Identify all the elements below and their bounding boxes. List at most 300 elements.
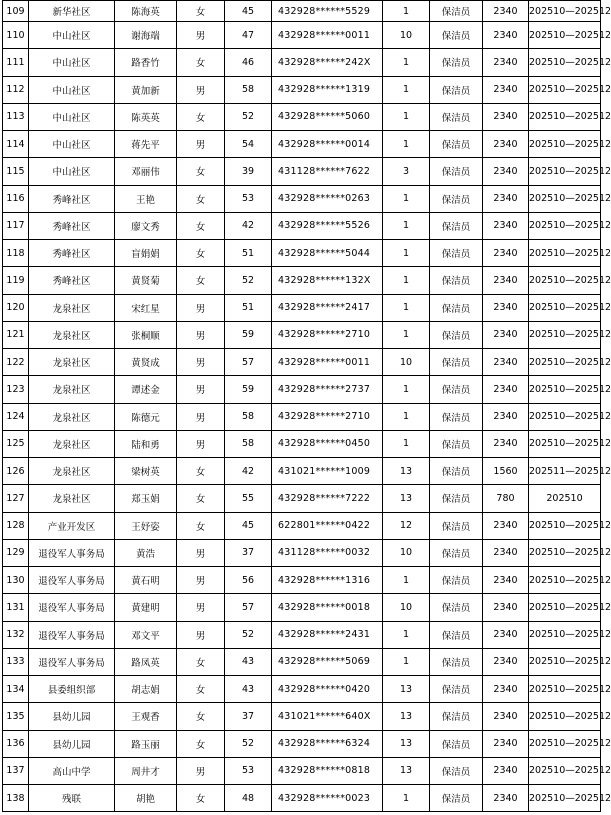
cell-row-number: 121: [3, 321, 29, 348]
cell-id-number: 432928******0420: [272, 676, 383, 703]
cell-position: 保洁员: [430, 676, 483, 703]
cell-name: 黄石明: [115, 567, 177, 594]
cell-unit: 龙泉社区: [29, 403, 115, 430]
cell-name: 王艳: [115, 185, 177, 212]
cell-age: 45: [225, 1, 272, 22]
cell-position: 保洁员: [430, 131, 483, 158]
cell-position: 保洁员: [430, 403, 483, 430]
cell-id-number: 432928******2431: [272, 621, 383, 648]
cell-category: 1: [383, 212, 430, 239]
cell-row-number: 119: [3, 267, 29, 294]
cell-unit: 中山社区: [29, 76, 115, 103]
table-row: [3, 349, 601, 376]
cell-gender: 女: [177, 485, 225, 512]
cell-gender: 女: [177, 103, 225, 130]
table-row: [3, 403, 601, 430]
cell-row-number: 131: [3, 594, 29, 621]
cell-period: 202510: [529, 485, 601, 512]
cell-row-number: 133: [3, 648, 29, 675]
cell-age: 37: [225, 539, 272, 566]
cell-name: 路玉丽: [115, 730, 177, 757]
cell-id-number: 432928******242X: [272, 49, 383, 76]
cell-name: 胡志娟: [115, 676, 177, 703]
cell-age: 58: [225, 76, 272, 103]
cell-period: 202510—202512: [529, 349, 601, 376]
cell-id-number: 432928******5529: [272, 1, 383, 22]
cell-category: 1: [383, 76, 430, 103]
table-row: [3, 267, 601, 294]
cell-period: 202510—202512: [529, 76, 601, 103]
cell-row-number: 109: [3, 1, 29, 22]
cell-id-number: 432928******0263: [272, 185, 383, 212]
cell-gender: 男: [177, 321, 225, 348]
cell-unit: 新华社区: [29, 1, 115, 22]
cell-category: 1: [383, 403, 430, 430]
cell-id-number: 432928******2417: [272, 294, 383, 321]
table-row: [3, 594, 601, 621]
cell-position: 保洁员: [430, 730, 483, 757]
cell-category: 1: [383, 294, 430, 321]
table-row: [3, 648, 601, 675]
cell-id-number: 432928******132X: [272, 267, 383, 294]
cell-category: 1: [383, 648, 430, 675]
cell-period: 202510—202512: [529, 567, 601, 594]
cell-id-number: 432928******1319: [272, 76, 383, 103]
cell-amount: 2340: [483, 567, 529, 594]
cell-unit: 中山社区: [29, 158, 115, 185]
cell-amount: 2340: [483, 539, 529, 566]
cell-amount: 2340: [483, 349, 529, 376]
cell-unit: 龙泉社区: [29, 485, 115, 512]
cell-name: 黄贤成: [115, 349, 177, 376]
cell-age: 37: [225, 703, 272, 730]
cell-row-number: 114: [3, 131, 29, 158]
cell-category: 10: [383, 539, 430, 566]
cell-name: 黄贤菊: [115, 267, 177, 294]
cell-amount: 2340: [483, 730, 529, 757]
cell-amount: 2340: [483, 76, 529, 103]
cell-period: 202510—202512: [529, 403, 601, 430]
cell-amount: 2340: [483, 212, 529, 239]
cell-row-number: 120: [3, 294, 29, 321]
cell-age: 52: [225, 267, 272, 294]
cell-unit: 龙泉社区: [29, 349, 115, 376]
cell-unit: 退役军人事务局: [29, 594, 115, 621]
cell-age: 56: [225, 567, 272, 594]
cell-unit: 秀峰社区: [29, 185, 115, 212]
cell-position: 保洁员: [430, 594, 483, 621]
cell-id-number: 432928******7222: [272, 485, 383, 512]
cell-id-number: 432928******5044: [272, 240, 383, 267]
cell-name: 梁树英: [115, 458, 177, 485]
cell-category: 10: [383, 594, 430, 621]
cell-category: 1: [383, 321, 430, 348]
cell-gender: 女: [177, 158, 225, 185]
cell-row-number: 137: [3, 757, 29, 784]
cell-category: 13: [383, 703, 430, 730]
cell-period: 202510—202512: [529, 430, 601, 457]
cell-id-number: 432928******2737: [272, 376, 383, 403]
cell-unit: 残联: [29, 785, 115, 812]
cell-age: 46: [225, 49, 272, 76]
table-row: [3, 103, 601, 130]
staff-table: [2, 0, 611, 812]
cell-name: 陈海英: [115, 1, 177, 22]
cell-name: 张桐顺: [115, 321, 177, 348]
table-row: [3, 485, 601, 512]
cell-period: 202510—202512: [529, 621, 601, 648]
table-row: [3, 158, 601, 185]
cell-unit: 中山社区: [29, 22, 115, 49]
cell-gender: 男: [177, 349, 225, 376]
cell-name: 黄浩: [115, 539, 177, 566]
cell-gender: 女: [177, 512, 225, 539]
cell-position: 保洁员: [430, 458, 483, 485]
cell-gender: 女: [177, 267, 225, 294]
cell-id-number: 432928******0011: [272, 349, 383, 376]
cell-period: 202510—202512: [529, 648, 601, 675]
cell-amount: 2340: [483, 131, 529, 158]
cell-id-number: 622801******0422: [272, 512, 383, 539]
cell-name: 黄加新: [115, 76, 177, 103]
cell-age: 45: [225, 512, 272, 539]
table-row: [3, 430, 601, 457]
cell-age: 53: [225, 757, 272, 784]
cell-gender: 女: [177, 785, 225, 812]
cell-id-number: 432928******5060: [272, 103, 383, 130]
cell-unit: 县幼儿园: [29, 730, 115, 757]
table-row: [3, 539, 601, 566]
cell-amount: 2340: [483, 22, 529, 49]
cell-position: 保洁员: [430, 76, 483, 103]
cell-id-number: 431021******1009: [272, 458, 383, 485]
cell-category: 13: [383, 485, 430, 512]
cell-id-number: 432928******0018: [272, 594, 383, 621]
table-row: [3, 240, 601, 267]
cell-category: 13: [383, 676, 430, 703]
cell-gender: 男: [177, 294, 225, 321]
cell-amount: 2340: [483, 512, 529, 539]
table-row: [3, 376, 601, 403]
cell-id-number: 432928******1316: [272, 567, 383, 594]
cell-category: 12: [383, 512, 430, 539]
cell-row-number: 132: [3, 621, 29, 648]
cell-position: 保洁员: [430, 512, 483, 539]
cell-name: 盲娟娟: [115, 240, 177, 267]
cell-position: 保洁员: [430, 567, 483, 594]
cell-row-number: 126: [3, 458, 29, 485]
cell-period: 202510—202512: [529, 703, 601, 730]
cell-category: 10: [383, 22, 430, 49]
cell-row-number: 118: [3, 240, 29, 267]
cell-amount: 2340: [483, 240, 529, 267]
cell-amount: 2340: [483, 621, 529, 648]
cell-period: 202510—202512: [529, 212, 601, 239]
cell-category: 13: [383, 757, 430, 784]
cell-category: 1: [383, 240, 430, 267]
cell-period: 202510—202512: [529, 594, 601, 621]
cell-row-number: 128: [3, 512, 29, 539]
cell-position: 保洁员: [430, 1, 483, 22]
cell-unit: 产业开发区: [29, 512, 115, 539]
cell-period: 202511—202512: [529, 458, 601, 485]
cell-gender: 女: [177, 676, 225, 703]
cell-unit: 高山中学: [29, 757, 115, 784]
cell-gender: 男: [177, 621, 225, 648]
cell-id-number: 432928******6324: [272, 730, 383, 757]
cell-gender: 男: [177, 757, 225, 784]
cell-period: 202510—202512: [529, 730, 601, 757]
cell-amount: 2340: [483, 103, 529, 130]
cell-category: 1: [383, 1, 430, 22]
cell-name: 邓丽伟: [115, 158, 177, 185]
cell-category: 1: [383, 185, 430, 212]
cell-id-number: 432928******0450: [272, 430, 383, 457]
cell-gender: 女: [177, 703, 225, 730]
cell-amount: 2340: [483, 757, 529, 784]
cell-amount: 2340: [483, 403, 529, 430]
cell-unit: 中山社区: [29, 49, 115, 76]
cell-age: 57: [225, 594, 272, 621]
cell-name: 蒋先平: [115, 131, 177, 158]
table-row: [3, 1, 601, 22]
cell-gender: 男: [177, 376, 225, 403]
cell-gender: 女: [177, 730, 225, 757]
cell-position: 保洁员: [430, 757, 483, 784]
cell-position: 保洁员: [430, 703, 483, 730]
cell-id-number: 432928******5526: [272, 212, 383, 239]
cell-period: 202510—202512: [529, 22, 601, 49]
table-row: [3, 49, 601, 76]
cell-unit: 退役军人事务局: [29, 648, 115, 675]
table-row: [3, 321, 601, 348]
cell-amount: 2340: [483, 158, 529, 185]
cell-gender: 女: [177, 240, 225, 267]
cell-name: 谢海端: [115, 22, 177, 49]
cell-period: 202510—202512: [529, 512, 601, 539]
cell-unit: 县委组织部: [29, 676, 115, 703]
cell-position: 保洁员: [430, 621, 483, 648]
cell-amount: 1560: [483, 458, 529, 485]
cell-category: 1: [383, 621, 430, 648]
cell-age: 57: [225, 349, 272, 376]
cell-name: 胡艳: [115, 785, 177, 812]
cell-position: 保洁员: [430, 185, 483, 212]
cell-amount: 2340: [483, 185, 529, 212]
cell-age: 51: [225, 240, 272, 267]
cell-category: 1: [383, 49, 430, 76]
cell-category: 13: [383, 730, 430, 757]
cell-row-number: 127: [3, 485, 29, 512]
cell-name: 邓文平: [115, 621, 177, 648]
cell-gender: 女: [177, 458, 225, 485]
cell-unit: 龙泉社区: [29, 294, 115, 321]
cell-category: 13: [383, 458, 430, 485]
cell-row-number: 130: [3, 567, 29, 594]
cell-id-number: 431128******0032: [272, 539, 383, 566]
cell-amount: 2340: [483, 648, 529, 675]
cell-unit: 龙泉社区: [29, 321, 115, 348]
cell-age: 48: [225, 785, 272, 812]
cell-category: 1: [383, 267, 430, 294]
cell-age: 47: [225, 22, 272, 49]
cell-age: 39: [225, 158, 272, 185]
cell-category: 1: [383, 131, 430, 158]
table-row: [3, 621, 601, 648]
cell-period: 202510—202512: [529, 321, 601, 348]
table-row: [3, 730, 601, 757]
cell-id-number: 431128******7622: [272, 158, 383, 185]
cell-unit: 退役军人事务局: [29, 567, 115, 594]
cell-position: 保洁员: [430, 294, 483, 321]
table-body: [3, 1, 611, 812]
cell-unit: 秀峰社区: [29, 267, 115, 294]
cell-age: 43: [225, 676, 272, 703]
cell-amount: 2340: [483, 676, 529, 703]
cell-period: 202510—202512: [529, 376, 601, 403]
cell-position: 保洁员: [430, 158, 483, 185]
cell-gender: 男: [177, 76, 225, 103]
cell-unit: 县幼儿园: [29, 703, 115, 730]
cell-row-number: 136: [3, 730, 29, 757]
cell-name: 廖文秀: [115, 212, 177, 239]
cell-position: 保洁员: [430, 648, 483, 675]
cell-amount: 2340: [483, 1, 529, 22]
cell-period: 202510—202512: [529, 757, 601, 784]
cell-amount: 2340: [483, 376, 529, 403]
cell-unit: 退役军人事务局: [29, 539, 115, 566]
cell-position: 保洁员: [430, 49, 483, 76]
cell-amount: 2340: [483, 430, 529, 457]
cell-gender: 女: [177, 212, 225, 239]
cell-period: 202510—202512: [529, 267, 601, 294]
cell-period: 202510—202512: [529, 131, 601, 158]
cell-name: 王妤姿: [115, 512, 177, 539]
cell-period: 202510—202512: [529, 158, 601, 185]
cell-row-number: 117: [3, 212, 29, 239]
cell-row-number: 113: [3, 103, 29, 130]
cell-age: 43: [225, 648, 272, 675]
cell-unit: 秀峰社区: [29, 212, 115, 239]
cell-id-number: 432928******2710: [272, 403, 383, 430]
cell-name: 陈英英: [115, 103, 177, 130]
table-row: [3, 458, 601, 485]
cell-row-number: 124: [3, 403, 29, 430]
cell-age: 59: [225, 321, 272, 348]
cell-row-number: 135: [3, 703, 29, 730]
cell-row-number: 138: [3, 785, 29, 812]
cell-period: 202510—202512: [529, 294, 601, 321]
cell-position: 保洁员: [430, 785, 483, 812]
cell-period: 202510—202512: [529, 240, 601, 267]
cell-age: 51: [225, 294, 272, 321]
cell-row-number: 122: [3, 349, 29, 376]
cell-age: 55: [225, 485, 272, 512]
cell-id-number: 432928******0818: [272, 757, 383, 784]
cell-gender: 男: [177, 131, 225, 158]
cell-row-number: 111: [3, 49, 29, 76]
cell-name: 郑玉娟: [115, 485, 177, 512]
cell-row-number: 125: [3, 430, 29, 457]
cell-id-number: 431021******640X: [272, 703, 383, 730]
cell-category: 1: [383, 567, 430, 594]
cell-row-number: 123: [3, 376, 29, 403]
cell-position: 保洁员: [430, 485, 483, 512]
cell-unit: 龙泉社区: [29, 458, 115, 485]
table-row: [3, 757, 601, 784]
cell-period: 202510—202512: [529, 185, 601, 212]
cell-gender: 男: [177, 403, 225, 430]
cell-period: 202510—202512: [529, 1, 601, 22]
cell-row-number: 116: [3, 185, 29, 212]
cell-name: 陆和勇: [115, 430, 177, 457]
cell-gender: 女: [177, 648, 225, 675]
cell-unit: 龙泉社区: [29, 430, 115, 457]
cell-period: 202510—202512: [529, 676, 601, 703]
cell-category: 3: [383, 158, 430, 185]
cell-unit: 退役军人事务局: [29, 621, 115, 648]
cell-amount: 2340: [483, 49, 529, 76]
cell-position: 保洁员: [430, 376, 483, 403]
cell-gender: 男: [177, 539, 225, 566]
cell-amount: 2340: [483, 594, 529, 621]
table-row: [3, 785, 601, 812]
cell-position: 保洁员: [430, 539, 483, 566]
cell-unit: 龙泉社区: [29, 376, 115, 403]
cell-gender: 女: [177, 185, 225, 212]
cell-age: 52: [225, 621, 272, 648]
cell-position: 保洁员: [430, 212, 483, 239]
cell-amount: 2340: [483, 321, 529, 348]
cell-id-number: 432928******5069: [272, 648, 383, 675]
cell-gender: 女: [177, 49, 225, 76]
cell-position: 保洁员: [430, 103, 483, 130]
cell-position: 保洁员: [430, 22, 483, 49]
cell-period: 202510—202512: [529, 539, 601, 566]
cell-id-number: 432928******2710: [272, 321, 383, 348]
cell-category: 1: [383, 785, 430, 812]
cell-amount: 2340: [483, 294, 529, 321]
table-row: [3, 676, 601, 703]
cell-age: 52: [225, 103, 272, 130]
cell-age: 53: [225, 185, 272, 212]
cell-amount: 2340: [483, 703, 529, 730]
cell-unit: 中山社区: [29, 103, 115, 130]
cell-row-number: 110: [3, 22, 29, 49]
cell-amount: 2340: [483, 785, 529, 812]
cell-gender: 男: [177, 594, 225, 621]
cell-row-number: 112: [3, 76, 29, 103]
cell-id-number: 432928******0014: [272, 131, 383, 158]
cell-category: 10: [383, 349, 430, 376]
table-row: [3, 22, 601, 49]
cell-position: 保洁员: [430, 321, 483, 348]
cell-age: 52: [225, 730, 272, 757]
cell-gender: 女: [177, 1, 225, 22]
cell-name: 路凤英: [115, 648, 177, 675]
cell-gender: 男: [177, 430, 225, 457]
table-row: [3, 512, 601, 539]
cell-age: 59: [225, 376, 272, 403]
cell-name: 路香竹: [115, 49, 177, 76]
cell-category: 1: [383, 103, 430, 130]
cell-period: 202510—202512: [529, 103, 601, 130]
table-row: [3, 131, 601, 158]
cell-name: 宋红星: [115, 294, 177, 321]
cell-amount: 2340: [483, 267, 529, 294]
cell-category: 1: [383, 430, 430, 457]
cell-age: 58: [225, 430, 272, 457]
